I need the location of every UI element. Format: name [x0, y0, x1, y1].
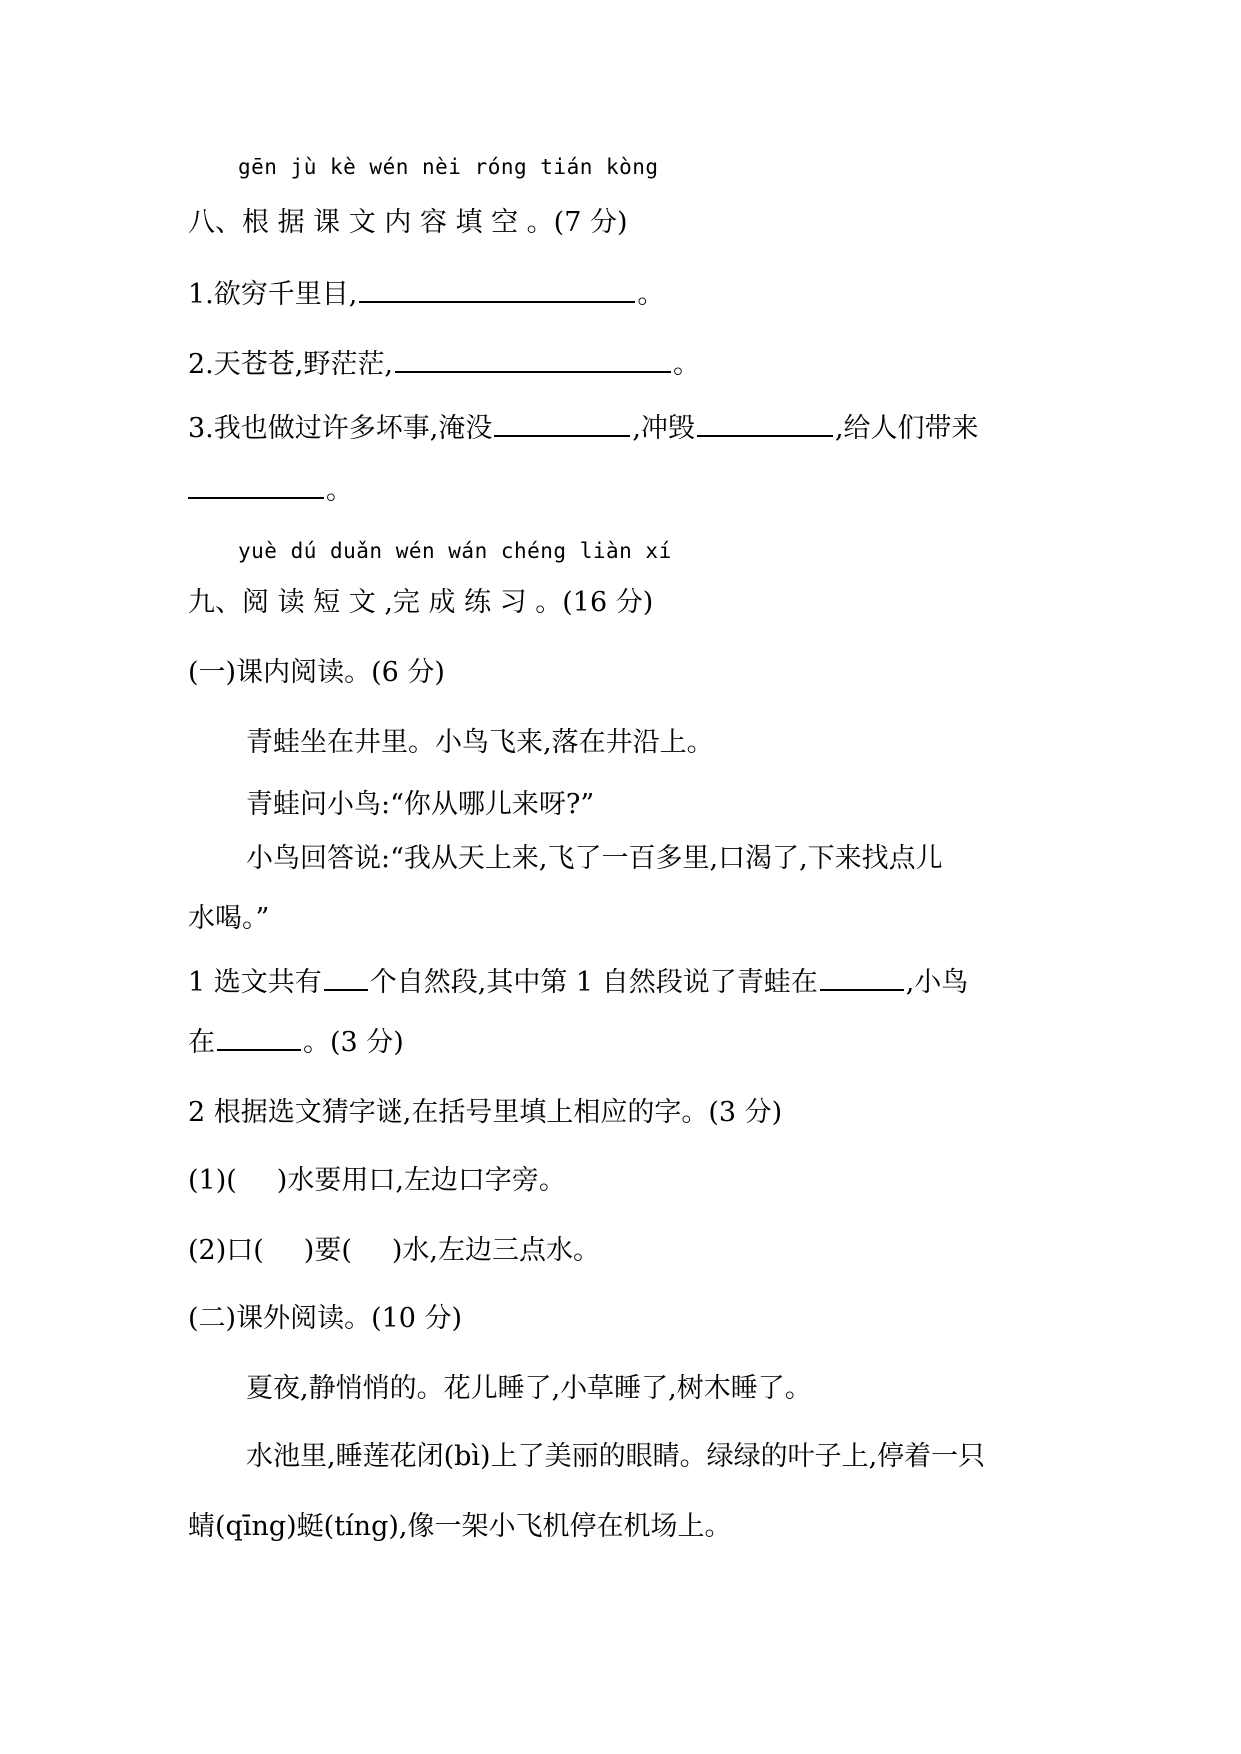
answer-blank[interactable]: [697, 413, 833, 437]
question-text: 2.天苍苍,野茫茫,: [188, 349, 393, 380]
section9-pinyin: yuè dú duǎn wén wán chéng liàn xí: [238, 539, 672, 563]
passage2-paragraph-2-continued: 蜻(qīng)蜓(tíng),像一架小飞机停在机场上。: [188, 1511, 732, 1542]
riddle-text: )水,左边三点水。: [391, 1235, 600, 1266]
question-text: 在: [188, 1027, 215, 1058]
part1-question-2: 2 根据选文猜字谜,在括号里填上相应的字。(3 分): [188, 1097, 783, 1128]
section8-heading: 八、根 据 课 文 内 容 填 空 。(7 分): [188, 207, 628, 238]
passage1-paragraph-1: 青蛙坐在井里。小鸟飞来,落在井沿上。: [246, 727, 714, 758]
question-text: 1 选文共有: [188, 967, 322, 998]
part2-title: (二)课外阅读。(10 分): [188, 1303, 463, 1334]
question-text: ,给人们带来: [834, 413, 979, 444]
section8-question-1: [188, 278, 664, 312]
riddle-2: [188, 1234, 600, 1268]
riddle-1: [188, 1164, 566, 1198]
question-text: 3.我也做过许多坏事,淹没: [188, 413, 493, 444]
question-text: ,小鸟: [905, 967, 969, 998]
question-text: 。(3 分): [303, 1027, 404, 1058]
answer-blank[interactable]: [188, 475, 324, 499]
part1-question-1-continued: [188, 1026, 404, 1060]
answer-blank[interactable]: [395, 349, 671, 373]
question-text: 。: [326, 475, 353, 506]
section8-pinyin: gēn jù kè wén nèi róng tián kòng: [238, 155, 659, 179]
part1-title: (一)课内阅读。(6 分): [188, 657, 445, 688]
answer-blank[interactable]: [494, 413, 630, 437]
question-text: ,冲毁: [632, 413, 695, 444]
section9-heading: 九、阅 读 短 文 ,完 成 练 习 。(16 分): [188, 587, 654, 618]
passage2-paragraph-1: 夏夜,静悄悄的。花儿睡了,小草睡了,树木睡了。: [246, 1373, 812, 1404]
answer-blank[interactable]: [820, 967, 904, 991]
passage1-paragraph-2: 青蛙问小鸟:“你从哪儿来呀?”: [246, 789, 595, 820]
passage1-paragraph-3-continued: 水喝。”: [188, 903, 270, 934]
answer-blank[interactable]: [217, 1027, 301, 1051]
question-text: 。: [637, 279, 665, 310]
section8-question-2: [188, 348, 700, 382]
riddle-text: )水要用口,左边口字旁。: [276, 1165, 566, 1196]
passage1-paragraph-3: 小鸟回答说:“我从天上来,飞了一百多里,口渴了,下来找点儿: [246, 843, 943, 874]
riddle-text: )要(: [303, 1235, 352, 1266]
question-text: 1.欲穷千里目,: [188, 279, 358, 310]
riddle-text: (1)(: [188, 1165, 237, 1196]
passage2-paragraph-2: 水池里,睡莲花闭(bì)上了美丽的眼睛。绿绿的叶子上,停着一只: [246, 1441, 986, 1472]
section8-question-3-continued: [188, 474, 353, 508]
answer-blank[interactable]: [359, 279, 635, 303]
answer-blank[interactable]: [324, 967, 368, 991]
question-text: 。: [672, 349, 700, 380]
section8-question-3: [188, 412, 979, 446]
question-text: 个自然段,其中第 1 自然段说了青蛙在: [369, 967, 818, 998]
part1-question-1: [188, 966, 968, 1000]
riddle-text: (2)口(: [188, 1235, 264, 1266]
